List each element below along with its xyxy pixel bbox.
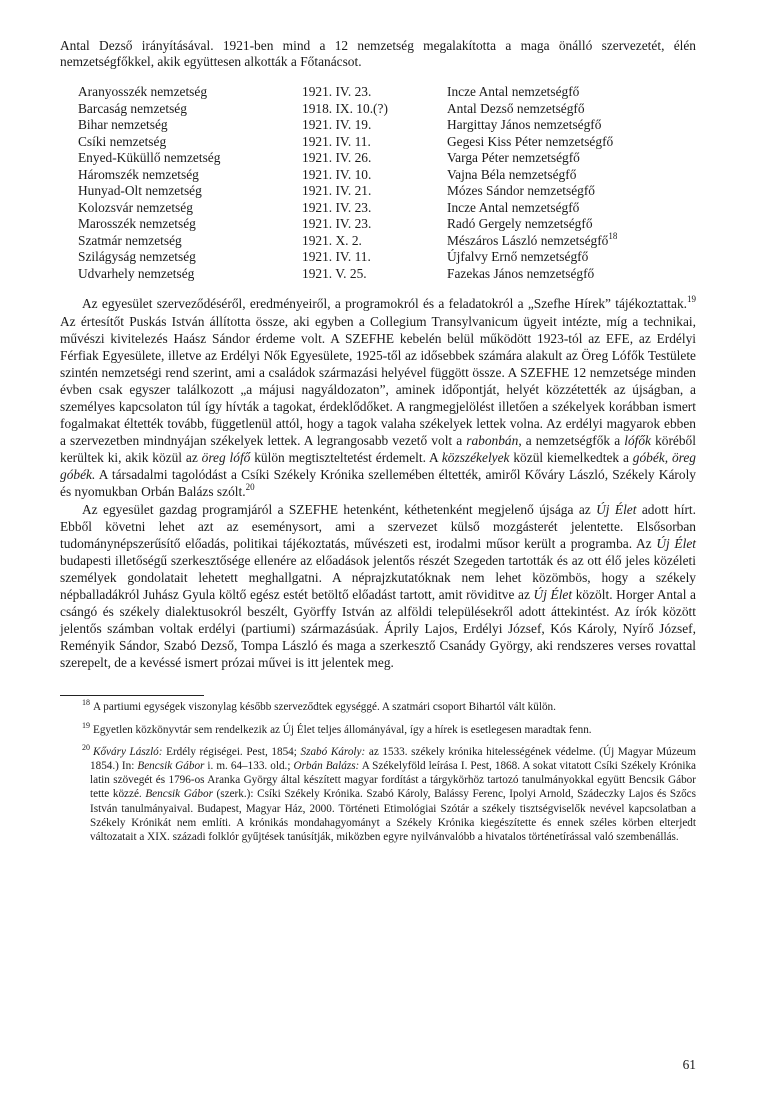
p2-text-a: Az egyesület gazdag programjáról a SZEFHE hetenként, kéthetenként megjelenő újsága az xyxy=(82,501,597,517)
group-leader xyxy=(447,134,617,151)
footnote-18-text: A partiumi egységek viszonylag később szerveződtek egységgé. A szatmári csoport Bihartól vált külön. xyxy=(93,701,556,714)
p1-text-f: közül kiemelkedtek a xyxy=(509,450,633,466)
group-name xyxy=(78,101,302,118)
group-leader xyxy=(447,101,617,118)
nemzetseg-table-body xyxy=(78,84,617,282)
p1-text-d: köréből kerültek ki, akik közül az xyxy=(60,433,696,466)
table-row xyxy=(78,249,617,266)
group-leader-text: Radó Gergely nemzetségfő xyxy=(447,216,593,232)
p1-text-g: A társadalmi tagolódást a Csíki Székely Krónika szellemében éltették, amiről Kőváry László, Székely Károly és nyomukban Orbán Balázs szólt. xyxy=(60,467,696,500)
group-date xyxy=(302,84,447,101)
p1-italic-rabonban: rabonbán xyxy=(466,433,519,449)
group-date-text: 1921. IV. 11. xyxy=(302,133,371,149)
group-name-text: Barcaság nemzetség xyxy=(78,100,187,116)
group-date-text: 1921. V. 25. xyxy=(302,265,367,281)
p1-italic-oreg-lofo: öreg lófő xyxy=(201,450,251,466)
footnote-20 xyxy=(60,742,697,844)
group-leader-text: Incze Antal nemzetségfő xyxy=(447,199,580,215)
group-name xyxy=(78,84,302,101)
table-row xyxy=(78,134,617,151)
group-leader-text: Újfalvy Ernő nemzetségfő xyxy=(447,249,589,265)
page-content xyxy=(60,38,696,844)
group-date xyxy=(302,117,447,134)
fn20-text-e: (szerk.): Csíki Székely Krónika. Szabó Károly, Balássy Ferenc, Ipolyi Arnold, Szádeczky Lajos és Szőcs István tanulmányaival. Budapest, Magyar Ház, 2000. Történeti Etimológiai Szótár a székely tisztségviselők nevével kapcsolatban a Székely Krónikát nem említi. A krónikás mondahagyományt a Székely Krónika kiegészítette és ennek széles körben elterjedt változatait a XIX. századi folklór gyűjtések tanúsítják, miközben egyre nyilvánvalóbb a hivatalos történetírással való szembenállás. xyxy=(90,788,696,844)
p2-text-b: adott hírt. Ebből követni lehet azt az eseménysort, ami a szervezet külső mozgásterét jelentette. Elsősorban tudománynépszerűsítő előadás, politikai tájékoztatás, művészeti est, irodalmi műsor került a programba. Az xyxy=(60,501,696,551)
p1-italic-kozszekelyek: közszékelyek xyxy=(441,450,510,466)
table-row xyxy=(78,150,617,167)
group-date-text: 1921. X. 2. xyxy=(302,232,362,248)
group-date-text: 1921. IV. 26. xyxy=(302,150,372,166)
group-date xyxy=(302,216,447,233)
group-date xyxy=(302,134,447,151)
table-row xyxy=(78,233,617,250)
p2-italic-uj-elet-2: Új Élet xyxy=(656,535,696,551)
group-leader xyxy=(447,200,617,217)
fn20-italic-kovary: Kőváry László: xyxy=(93,745,163,758)
page-number: 61 xyxy=(682,1057,696,1072)
group-leader xyxy=(447,84,617,101)
group-leader xyxy=(447,266,617,283)
group-name xyxy=(78,249,302,266)
p1-text-e: külön megtiszteltetést érdemelt. A xyxy=(250,450,442,466)
group-name-text: Bihar nemzetség xyxy=(78,117,168,133)
p1-text-a: Az egyesület szerveződéséről, eredményeiről, a programokról és a feladatokról a „Szefhe Hírek” tájékoztattak. xyxy=(82,296,687,312)
group-date-text: 1921. IV. 10. xyxy=(302,166,372,182)
table-row xyxy=(78,117,617,134)
footnote-separator xyxy=(60,695,204,696)
fn20-text-a: Erdély régiségei. Pest, 1854; xyxy=(162,745,301,758)
group-leader xyxy=(447,183,617,200)
group-leader-text: Mózes Sándor nemzetségfő xyxy=(447,183,595,199)
p1-italic-lofok: lófők xyxy=(624,433,651,449)
footnote-ref-18[interactable]: 18 xyxy=(608,230,618,241)
fn20-italic-szabo: Szabó Károly: xyxy=(300,745,366,758)
table-row xyxy=(78,183,617,200)
group-leader-text: Mészáros László nemzetségfő xyxy=(447,232,609,248)
p2-italic-uj-elet-3: Új Élet xyxy=(533,587,573,602)
group-name-text: Enyed-Küküllő nemzetség xyxy=(78,150,221,166)
group-name-text: Udvarhely nemzetség xyxy=(78,265,195,281)
group-leader xyxy=(447,167,617,184)
group-date-text: 1921. IV. 11. xyxy=(302,249,371,265)
group-name xyxy=(78,266,302,283)
group-date xyxy=(302,150,447,167)
group-date-text: 1918. IX. 10.(?) xyxy=(302,100,388,116)
group-date-text: 1921. IV. 21. xyxy=(302,183,372,199)
group-name-text: Háromszék nemzetség xyxy=(78,166,199,182)
group-date xyxy=(302,249,447,266)
nemzetseg-table xyxy=(78,84,617,282)
group-name xyxy=(78,200,302,217)
fn20-text-d: A Székelyföld leírása I. Pest, 1868. A sokat vitatott Csíki Székely Krónika latin szövegét és 1796-os Aranka György által készített magyar fordítást a tárgykörhöz tartozó tanulmányokkal együtt Bencsik Gábor tette közzé. xyxy=(90,760,697,801)
table-row xyxy=(78,200,617,217)
group-date xyxy=(302,233,447,250)
fn20-italic-bencsik-1: Bencsik Gábor xyxy=(137,760,205,773)
group-date xyxy=(302,101,447,118)
table-row xyxy=(78,216,617,233)
group-name xyxy=(78,134,302,151)
p2-text-c: budapesti illetőségű szerkesztősége ellenére az előadások jelentős részét Szegeden tartották és az ott élő jeles közéleti személyek gondolatait lehetett meghallgatni. A néprajzkutatóknak nem lehet közömbös, hogy a székely népballadákról Juhász Gyula költő egész estét betöltő előadást tartott, amit röviditve az xyxy=(60,552,696,602)
group-date-text: 1921. IV. 19. xyxy=(302,117,372,133)
group-name xyxy=(78,233,302,250)
group-name xyxy=(78,117,302,134)
footnote-ref-19[interactable]: 19 xyxy=(687,294,696,305)
group-date xyxy=(302,183,447,200)
fn20-italic-bencsik-2: Bencsik Gábor xyxy=(145,788,213,801)
group-leader-text: Gegesi Kiss Péter nemzetségfő xyxy=(447,133,614,149)
group-leader-text: Varga Péter nemzetségfő xyxy=(447,150,580,166)
paragraph-uj-elet xyxy=(60,501,696,672)
group-leader xyxy=(447,216,617,233)
group-date-text: 1921. IV. 23. xyxy=(302,84,372,100)
group-name xyxy=(78,183,302,200)
group-leader-text: Incze Antal nemzetségfő xyxy=(447,84,580,100)
p2-text-d: közölt. Horger Antal a csángó és székely dialektusokról beszélt, Györffy István az alföldi településekről adott áttekintést. Az írók között jelentős számban voltak erdélyi (partiumi) származásúak. Áprily Lajos, Erdélyi József, Kós Károly, Nyírő József, Reményik Sándor, Szabó Dezső, Tompa László és maga a szerkesztő Csanády György, aki rendszeres verses rovattal szerepelt, de a kevéssé ismert prózai művei is itt jelentek meg. xyxy=(60,587,696,671)
footnote-19-text: Egyetlen közkönyvtár sem rendelkezik az Új Élet teljes állományával, így a hírek is esetlegesen maradtak fenn. xyxy=(93,723,592,736)
p1-text-b: Az értesítőt Puskás István állította össze, aki egyben a Collegium Transylvanicum ügyeit intézte, míg a technikai, művészi kivitelezés Haász Sándor érdeme volt. A SZEFHE kebelén belül működött 1923-tól az EFE, az Erdélyi Férfiak Egyesülete, illetve az Erdélyi Nők Egyesülete, 1925-től az idősebbek számára alakult az Öreg Lófők Testülete szintén nemzetségi rend szerint, ami a családok származási helyével függött össze. A SZEFHE 12 nemzetsége minden évben csak egyszer találkozott „a májusi nagyáldozaton”, aminek időpontját, helyét közzétették az újságban, a személyes kapcsolaton túl így hívták a tagokat, érdeklődőket. A rangmegjelölést illetően a székelyek korábban ismert fogalmakat éltették tovább, függetlenül attól, hogy a tagok valaha székelyek lettek volna. Az erdélyi magyarok ebben a szervezetben mindnyájan székelyek lettek. A legrangosabb vezető volt a xyxy=(60,313,696,449)
group-leader-text: Antal Dezső nemzetségfő xyxy=(447,100,585,116)
group-name-text: Marosszék nemzetség xyxy=(78,216,196,232)
group-leader-text: Fazekas János nemzetségfő xyxy=(447,265,595,281)
intro-paragraph: Antal Dezső irányításával. 1921-ben mind a 12 nemzetség megalakította a maga önálló szervezetét, élén nemzetségfőkkel, akik együttesen alkották a Főtanácsot. xyxy=(60,38,696,70)
group-name xyxy=(78,150,302,167)
group-leader xyxy=(447,150,617,167)
group-name-text: Szilágyság nemzetség xyxy=(78,249,196,265)
fn20-text-b: az 1533. székely krónika hitelességének védelme. (Új Magyar Múzeum 1854.) In: xyxy=(90,745,696,773)
table-row xyxy=(78,101,617,118)
group-leader xyxy=(447,230,618,250)
group-name-text: Csíki nemzetség xyxy=(78,133,167,149)
group-date-text: 1921. IV. 23. xyxy=(302,199,372,215)
group-date xyxy=(302,200,447,217)
group-leader xyxy=(447,249,617,266)
group-date-text: 1921. IV. 23. xyxy=(302,216,372,232)
p1-italic-gobek: góbék, öreg góbék. xyxy=(60,450,696,483)
group-leader xyxy=(447,117,617,134)
group-date xyxy=(302,266,447,283)
table-row xyxy=(78,167,617,184)
group-name-text: Aranyosszék nemzetség xyxy=(78,84,208,100)
group-leader-text: Hargittay János nemzetségfő xyxy=(447,117,602,133)
group-date xyxy=(302,167,447,184)
p1-text-c: , a nemzetségfők a xyxy=(518,433,625,449)
footnote-18 xyxy=(60,700,696,714)
group-name-text: Kolozsvár nemzetség xyxy=(78,199,193,215)
group-name xyxy=(78,167,302,184)
table-row xyxy=(78,84,617,101)
fn20-italic-orban: Orbán Balázs: xyxy=(293,760,360,773)
p2-italic-uj-elet-1: Új Élet xyxy=(596,501,637,517)
group-name-text: Hunyad-Olt nemzetség xyxy=(78,183,202,199)
footnote-19 xyxy=(60,720,696,737)
footnote-ref-20[interactable]: 20 xyxy=(245,482,255,493)
footnote-number-20: 20 xyxy=(82,742,90,752)
paragraph-szefhe-hirek xyxy=(60,295,696,500)
group-name-text: Szatmár nemzetség xyxy=(78,232,182,248)
fn20-text-c: i. m. 64–133. old.; xyxy=(204,760,294,773)
group-leader-text: Vajna Béla nemzetségfő xyxy=(447,166,577,182)
group-name xyxy=(78,216,302,233)
footnote-number-18: 18 xyxy=(82,698,90,708)
table-row xyxy=(78,266,617,283)
footnote-number-19: 19 xyxy=(82,720,90,730)
